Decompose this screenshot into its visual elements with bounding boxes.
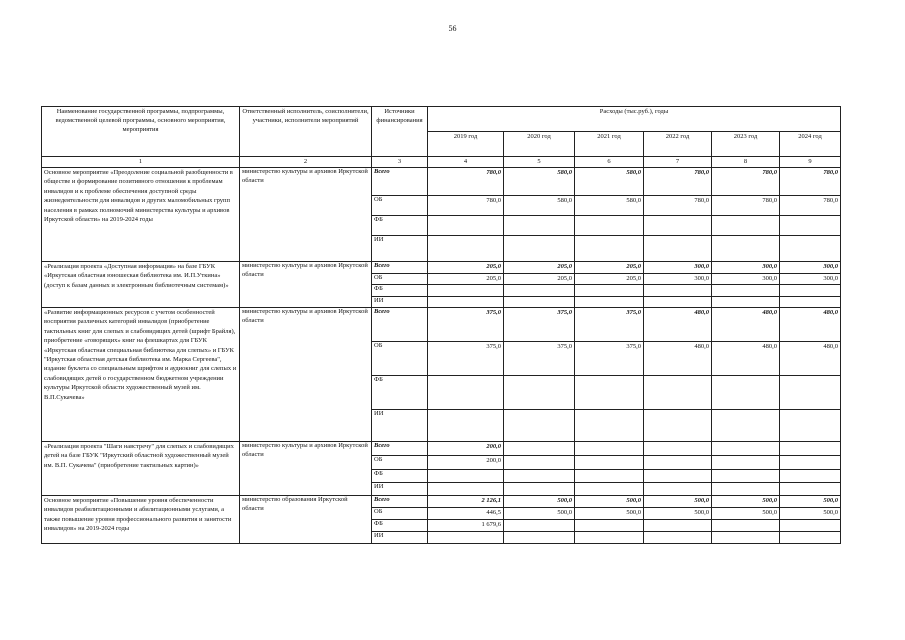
expense-value: 375,0 [575,308,644,342]
header-name: Наименование государственной программы, подпрограммы, ведомственной целевой программы, основного мероприятия, мероприятия [42,107,240,157]
expense-value [780,236,841,262]
expense-value [644,410,712,442]
expense-value [575,216,644,236]
measure-name: «Реализация проекта "Шаги навстречу" для слепых и слабовидящих детей на базе ГБУК "Иркутский областной художественный музей им. В.П. Сукачева" (приобретение тактильных картин)» [42,442,240,496]
expense-value [504,376,575,410]
expense-value: 500,0 [780,508,841,520]
page-number: 56 [448,24,457,33]
expense-value: 446,5 [428,508,504,520]
column-number: 2 [240,157,372,168]
expense-value: 375,0 [504,308,575,342]
measure-name: Основное мероприятие «Преодоление социальной разобщенности в обществе и формирование позитивного отношения к проблемам инвалидов и к проблеме обеспечения доступной среды жизнедеятельности для инвалидов и других маломобильных групп населения в рамках полномочий министерства культуры и архивов Иркутской области» на 2019-2024 годы [42,168,240,262]
expense-value [712,236,780,262]
column-number: 4 [428,157,504,168]
funding-source: Всего [372,262,428,274]
expense-value: 480,0 [712,342,780,376]
header-responsible: Ответственный исполнитель, соисполнители, участники, исполнители мероприятий [240,107,372,157]
expense-value [575,532,644,544]
expense-value: 300,0 [644,262,712,274]
expense-value [575,442,644,456]
responsible-executor: министерство культуры и архивов Иркутской области [240,442,372,496]
expense-value [712,376,780,410]
expense-value: 500,0 [504,496,575,508]
table-body [42,168,841,544]
header-year: 2019 год [428,132,504,157]
expense-value [575,285,644,297]
expense-value: 500,0 [504,508,575,520]
column-number: 1 [42,157,240,168]
expense-value: 1 679,6 [428,520,504,532]
expense-value: 300,0 [644,274,712,285]
column-number: 3 [372,157,428,168]
funding-source: ИИ [372,532,428,544]
expense-value: 300,0 [712,262,780,274]
expense-value [428,236,504,262]
header-expenses: Расходы (тыс.руб.), годы [428,107,841,132]
funding-source: ФБ [372,470,428,483]
table-row [42,496,841,508]
expense-value [428,285,504,297]
expense-value [428,483,504,496]
responsible-executor: министерство образования Иркутской области [240,496,372,544]
expense-value: 375,0 [428,342,504,376]
expense-value [780,532,841,544]
expense-value [712,483,780,496]
funding-source: ФБ [372,520,428,532]
measure-name: «Реализация проекта «Доступная информация» на базе ГБУК «Иркутская областная юношеская библиотека им. И.П.Уткина» (доступ к базам данных и электронным библиотечным системам)» [42,262,240,308]
expense-value: 500,0 [575,508,644,520]
expense-value [575,236,644,262]
header-year: 2023 год [712,132,780,157]
expense-value [644,456,712,470]
expense-value: 300,0 [712,274,780,285]
expense-value [575,410,644,442]
expense-value [712,285,780,297]
funding-source: ФБ [372,285,428,297]
expense-value: 780,0 [712,196,780,216]
expense-value [780,442,841,456]
table-row [42,442,841,456]
expense-value: 580,0 [575,168,644,196]
expense-value [504,470,575,483]
expense-value: 780,0 [780,196,841,216]
responsible-executor: министерство культуры и архивов Иркутской области [240,168,372,262]
expense-value [712,532,780,544]
budget-table [41,106,841,544]
expense-value [712,470,780,483]
expense-value: 480,0 [712,308,780,342]
funding-source: ОБ [372,342,428,376]
expense-value [644,376,712,410]
funding-source: ИИ [372,297,428,308]
expense-value: 780,0 [428,168,504,196]
expense-value [780,456,841,470]
expense-value [644,236,712,262]
expense-value [428,532,504,544]
expense-value [780,376,841,410]
expense-value: 200,0 [428,442,504,456]
responsible-executor: министерство культуры и архивов Иркутской области [240,262,372,308]
expense-value [780,520,841,532]
funding-source: ИИ [372,483,428,496]
expense-value [780,297,841,308]
expense-value [780,483,841,496]
expense-value: 500,0 [712,496,780,508]
expense-value [504,456,575,470]
expense-value [504,483,575,496]
expense-value: 480,0 [644,342,712,376]
responsible-executor: министерство культуры и архивов Иркутской области [240,308,372,442]
expense-value [712,442,780,456]
expense-value: 205,0 [575,274,644,285]
expense-value [644,297,712,308]
column-number: 7 [644,157,712,168]
header-year: 2020 год [504,132,575,157]
expense-value: 780,0 [644,168,712,196]
expense-value: 205,0 [504,274,575,285]
expense-value: 780,0 [644,196,712,216]
expense-value [780,410,841,442]
expense-value: 500,0 [575,496,644,508]
column-number: 9 [780,157,841,168]
funding-source: ФБ [372,216,428,236]
funding-source: ИИ [372,236,428,262]
table-row [42,168,841,196]
expense-value [780,470,841,483]
column-number: 5 [504,157,575,168]
funding-source: ФБ [372,376,428,410]
funding-source: ОБ [372,196,428,216]
expense-value: 480,0 [780,342,841,376]
expense-value: 500,0 [712,508,780,520]
expense-value: 205,0 [575,262,644,274]
expense-value [644,532,712,544]
column-number: 6 [575,157,644,168]
expense-value [575,297,644,308]
expense-value [504,532,575,544]
expense-value: 205,0 [428,262,504,274]
expense-value: 375,0 [504,342,575,376]
expense-value [644,520,712,532]
expense-value: 780,0 [712,168,780,196]
expense-value: 480,0 [644,308,712,342]
expense-value [575,456,644,470]
funding-source: ОБ [372,456,428,470]
table-row [42,262,841,274]
funding-source: Всего [372,442,428,456]
header-year: 2022 год [644,132,712,157]
expense-value: 2 126,1 [428,496,504,508]
expense-value [504,297,575,308]
expense-value [504,520,575,532]
expense-value [575,470,644,483]
expense-value: 205,0 [428,274,504,285]
funding-source: Всего [372,168,428,196]
expense-value: 500,0 [644,496,712,508]
expense-value [644,285,712,297]
measure-name: Основное мероприятие «Повышение уровня обеспеченности инвалидов реабилитационными и абилитационными услугами, а также повышение уровня профессионального развития и занятости инвалидов» на 2019-2024 годы [42,496,240,544]
expense-value: 200,0 [428,456,504,470]
funding-source: Всего [372,496,428,508]
expense-value [504,236,575,262]
expense-value: 500,0 [644,508,712,520]
expense-value [428,470,504,483]
funding-source: ОБ [372,274,428,285]
expense-value: 300,0 [780,274,841,285]
expense-value [428,376,504,410]
expense-value [575,483,644,496]
measure-name: «Развитие информационных ресурсов с учетом особенностей восприятия различных категорий инвалидов (приобретение тактильных книг для слепых и слабовидящих детей (шрифт Брайля), приобретение «говорящих» книг на флешкартах для ГБУК «Иркутская областная специальная библиотека для слепых» и ГБУК "Иркутская областная детская библиотека им. Марка Сергеева", издание буклета со специальным шрифтом и аудиокниг для слепых и слабовидящих детей о государственном бюджетном учреждении культуры Иркутской области художественный музей им. В.П.Сукачева» [42,308,240,442]
header-year: 2021 год [575,132,644,157]
expense-value: 780,0 [428,196,504,216]
expense-value [428,297,504,308]
expense-value [712,520,780,532]
expense-value: 580,0 [504,168,575,196]
expense-value: 375,0 [428,308,504,342]
expense-value: 375,0 [575,342,644,376]
expense-value [712,297,780,308]
expense-value: 580,0 [504,196,575,216]
funding-source: Всего [372,308,428,342]
expense-value: 300,0 [780,262,841,274]
expense-value: 205,0 [504,262,575,274]
header-source: Источники финансирования [372,107,428,157]
table-row [42,308,841,342]
expense-value [644,483,712,496]
expense-value [644,470,712,483]
expense-value [504,285,575,297]
header-year: 2024 год [780,132,841,157]
expense-value [712,216,780,236]
expense-value [504,216,575,236]
column-number: 8 [712,157,780,168]
expense-value [428,216,504,236]
expense-value: 580,0 [575,196,644,216]
expense-value: 780,0 [780,168,841,196]
expense-value [575,376,644,410]
expense-value [644,216,712,236]
expense-value [504,442,575,456]
expense-value [644,442,712,456]
expense-value [780,216,841,236]
expense-value [712,456,780,470]
expense-value [428,410,504,442]
expense-value: 480,0 [780,308,841,342]
expense-value [780,285,841,297]
expense-value [504,410,575,442]
expense-value [712,410,780,442]
expense-value [575,520,644,532]
funding-source: ОБ [372,508,428,520]
expense-value: 500,0 [780,496,841,508]
funding-source: ИИ [372,410,428,442]
